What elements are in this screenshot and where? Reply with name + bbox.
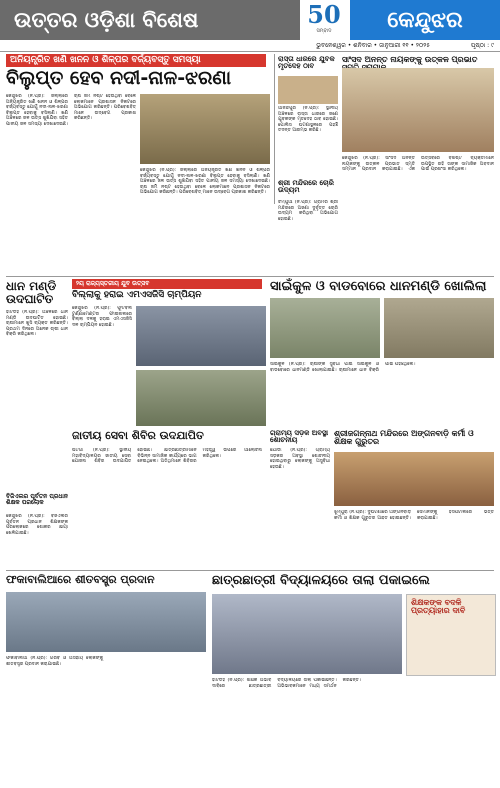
logo-number: 50 [307,0,341,29]
section-title: ଉତ୍ତର ଓଡ଼ିଶା ବିଶେଷ [0,0,300,40]
section-divider-2 [6,570,494,571]
column-divider [274,54,275,204]
story13-headline: ଛାତ୍ରଛାତ୍ରୀ ବିଦ୍ୟାଳୟରେ ତାଲା ପକାଇଲେ [212,573,430,588]
anniversary-logo [300,2,348,38]
story10-headline: ଗ୍ରାମ୍ୟ ସଡ଼କ ଅବସ୍ଥା ଶୋଚନୀୟ [270,429,329,445]
story11-photo [334,452,494,506]
story7-kicker: ୨ୟ ରାଜ୍ୟସ୍ତରୀୟ ଯୁବ ଉତ୍ସବ [72,279,262,289]
story6-headline: ଧାନ ମଣ୍ଡି ଉଦଘାଟିତ [6,279,57,306]
story2-body: ଆନନ୍ଦପୁର (ନି.ପ୍ର): ସ୍ଥାନୀୟ ଅଞ୍ଚଳରେ ରାସ୍ତା ଧାରରେ ଜଣେ ଯୁବକଙ୍କ ମୃତଦେହ ଠାବ ହୋଇଛି। ପୋଲିସ ଘଟଣାସ୍ଥଳରେ ପହଞ୍ଚି ତଦନ୍ତ ଆରମ୍ଭ କରିଛି। [278,106,338,134]
story8-body: ଘଟଗାଁ (ନି.ପ୍ର): ସ୍ଥାନୀୟ ମହାବିଦ୍ୟାଳୟର ଜାତୀୟ ସେବା ଯୋଜନା ଶିବିର ଉଦଯାପିତ ହୋଇଛି। ଛାତ୍ରଛାତ୍ରୀମାନେ ବିଭିନ୍ନ ସାମାଜିକ କାର୍ଯ୍ୟରେ ଭାଗ ନେଇଥିଲେ। ଅତିଥିମାନେ ଶିବିରର ମହତ୍ତ୍ୱ ଉପରେ ଆଲୋଚନା କରିଥିଲେ। [72,448,262,465]
section-divider [6,276,494,277]
story8-headline: ଜାତୀୟ ସେବା ଶିବିର ଉଦଯାପିତ [72,429,204,442]
story13-photo [212,594,402,674]
story7-photo [136,306,266,366]
story7-photo2 [136,370,266,426]
story5-photo [270,298,380,358]
story7-headline: ବିଲ୍ଲାକୁ ହରାଇ ଏମଏସଜିସି ଚାମ୍ପିୟନ [72,290,202,300]
ad-text: ଶିକ୍ଷକଙ୍କ ବଦଳି ପ୍ରତ୍ୟାହାର ଦାବି [411,598,466,616]
edition-name: କେନ୍ଦୁଝର [350,0,500,40]
logo-subtitle: ସମ୍ବାଦ [316,28,332,34]
story9-body: କେନ୍ଦୁଝର (ନି.ପ୍ର): ବିଜିଏଲର ପୂର୍ବତନ ପ୍ରଧାନ ଶିକ୍ଷକଙ୍କ ପରଲୋକରେ ଶୋକର ଛାୟା ଖେଳିଯାଇଛି। [6,514,68,536]
story1-headline: ବିଲୁପ୍ତ ହେବ ନଦୀ-ନାଳ-ଝରଣା [6,67,232,89]
story5-headline: ସାଇଁକୁଳ ଓ ବାଡବୋରେ ଧାନମଣ୍ଡି ଖୋଲିଲା [270,279,487,294]
story5-body: ସାଇଁକୁଳ (ନି.ପ୍ର): ଚାଷୀଙ୍କ ସୁବିଧା ପାଇଁ ସାଇଁକୁଳ ଓ ବାଡବୋରେ ଧାନମଣ୍ଡି ଖୋଲାଯାଇଛି। ଚାଷୀମାନେ ଧାନ ବିକ୍ରି ପାଇଁ ପହଞ୍ଚିଥିଲେ। [270,362,416,373]
story4-body: କେନ୍ଦୁଝର (ନି.ପ୍ର): ସାଂସଦ ଅନନ୍ତ ନାୟକଙ୍କୁ ଉତ୍କଳ ପ୍ରଭାତ ସ୍ମୃତି ସମ୍ମାନ ପ୍ରଦାନ କରାଯାଇଛି। ଏକ ଉତ୍ସବରେ ବିଶିଷ୍ଟ ବ୍ୟକ୍ତିମାନେ ଉପସ୍ଥିତ ରହି ତାଙ୍କ ସାମାଜିକ ଅବଦାନ ପାଇଁ ପ୍ରଶଂସା କରିଥିଲେ। [342,156,494,173]
story4-headline: ସାଂସଦ ଅନନ୍ତ ନାୟକଙ୍କୁ ଉତ୍କଳ ପ୍ରଭାତ [342,55,478,64]
story3-body: ଚମ୍ପୁଆ (ନି.ପ୍ର): ଗ୍ରାମର ଶ୍ରୀ ମନ୍ଦିରରେ ଅଜଣା ଦୁର୍ବୃତ୍ତ ଚୋରି ଉଦ୍ୟମ କରିଥିବା ଅଭିଯୋଗ ହୋଇଛି। [278,200,338,222]
advertisement [406,594,496,676]
story7-body: କେନ୍ଦୁଝର (ନି.ପ୍ର): ଫୁଟବଲ ଟୁର୍ଣ୍ଣାମେଣ୍ଟର ଫାଇନାଲରେ ବିଲ୍ଲା ଦଳକୁ ହରାଇ ଏମଏସଜିସି ଦଳ ଚାମ୍ପିୟନ ହୋଇଛି। [72,306,132,328]
story12-body: ଫକାବାଲିଆ (ନି.ପ୍ର): ଗରିବ ଓ ଅସହାୟ ଲୋକଙ୍କୁ ଶୀତବସ୍ତ୍ର ପ୍ରଦାନ କରାଯାଇଛି। [6,656,103,667]
story5-photo2 [384,298,494,358]
page-number: ପୃଷ୍ଠା : ୯ [470,42,494,49]
story1-photo [140,94,270,164]
date-text: ଭୁବନେଶ୍ୱର • ଶନିବାର • ଜାନୁଆରୀ ୧୧ • ୨୦୨୫ [316,42,430,49]
story11-body: ଝୁମ୍ପୁରା (ନି.ପ୍ର): ଦୁର୍ଘଟଣାରେ ଅଙ୍ଗନବାଡ଼ି କର୍ମୀ ଓ ଶିକ୍ଷକ ଗୁରୁତର ଆହତ ହୋଇଛନ୍ତି। ସେମାନଙ୍କୁ ହସପିଟାଲରେ ଭର୍ତ୍ତି କରାଯାଇଛି। [334,510,494,521]
story10-body: ଯୋଡା (ନି.ପ୍ର): ଗ୍ରାମ୍ୟ ସଡ଼କର ଅବସ୍ଥା ଶୋଚନୀୟ ହୋଇଥିବାରୁ ଲୋକଙ୍କୁ ଅସୁବିଧା ହେଉଛି। [270,448,330,470]
masthead [0,0,500,40]
story12-photo [6,592,206,652]
story3-headline: ଶ୍ରୀ ମନ୍ଦିରରେ ଚୋରି ଉଦ୍ୟମ [278,179,334,195]
story1-body: କେନ୍ଦୁଝର (ନି.ପ୍ର): ଜିଲ୍ଲାରେ ଅନିୟନ୍ତ୍ରିତ ଖଣି ଖନନ ଓ ଶିଳ୍ପର ବର୍ଜ୍ୟବସ୍ତୁ ଯୋଗୁଁ ନଦୀ-ନାଳ-ଝରଣା ବିଲୁପ୍ତ ହେବାକୁ ବସିଲାଣି। ଖଣି ଅଞ୍ଚଳରେ ଜଳ ଉତ୍ସ ଶୁଖିଯିବା ସହିତ ପାନୀୟ ଜଳ ସମସ୍ୟା ଦେଖାଦେଇଛି। ଚାଷ ଜମି ନଷ୍ଟ ହେଉଥିବା ବେଳେ ଲୋକମାନେ ପ୍ରଶାସନ ନିକଟରେ ଅଭିଯୋଗ କରିଛନ୍ତି। ପରିବେଶବିତ୍ ମାନେ ଉଦ୍ବେଗ ପ୍ରକାଶ କରିଛନ୍ତି। [6,94,136,127]
story11-headline: ଶ୍ରୀଜଗନ୍ନାଥ ମନ୍ଦିରରେ ଅଙ୍ଗନବାଡ଼ି କର୍ମୀ ଓ ଶିକ୍ଷକ ଗୁରୁତର [334,429,474,447]
story1-body-cont: କେନ୍ଦୁଝର (ନି.ପ୍ର): ଜିଲ୍ଲାରେ ଅନିୟନ୍ତ୍ରିତ ଖଣି ଖନନ ଓ ଶିଳ୍ପର ବର୍ଜ୍ୟବସ୍ତୁ ଯୋଗୁଁ ନଦୀ-ନାଳ-ଝରଣା ବିଲୁପ୍ତ ହେବାକୁ ବସିଲାଣି। ଖଣି ଅଞ୍ଚଳରେ ଜଳ ଉତ୍ସ ଶୁଖିଯିବା ସହିତ ପାନୀୟ ଜଳ ସମସ୍ୟା ଦେଖାଦେଇଛି। ଚାଷ ଜମି ନଷ୍ଟ ହେଉଥିବା ବେଳେ ଲୋକମାନେ ପ୍ରଶାସନ ନିକଟରେ ଅଭିଯୋଗ କରିଛନ୍ତି। ପରିବେଶବିତ୍ ମାନେ ଉଦ୍ବେଗ ପ୍ରକାଶ କରିଛନ୍ତି। [140,168,270,196]
story2-photo [278,76,338,104]
story4-photo [342,68,494,152]
story9-headline: ବିଜିଏଲର ପୂର୍ବତନ ପ୍ରଧାନ ଶିକ୍ଷକ ପରଲୋକ [6,493,68,507]
story2-headline: ରାସ୍ତା ଧାରରେ ଯୁବକ ମୃତଦେହ ଠାବ [278,55,335,71]
story12-headline: ଫକାବାଲିଆରେ ଶୀତବସ୍ତ୍ର ପ୍ରଦାନ [6,573,155,586]
story13-body: ହାଟଡିହି (ନି.ପ୍ର): ଶିକ୍ଷକ ଅଭାବ ଦାବିରେ ଛାତ୍ରଛାତ୍ରୀ ବିଦ୍ୟାଳୟରେ ତାଲା ପକାଇଛନ୍ତି। ଅଭିଭାବକମାନେ ମଧ୍ୟ ସମର୍ଥନ କରିଛନ୍ତି। [212,678,361,689]
story6-body: ହାଟଡିହି (ନି.ପ୍ର): ଅଞ୍ଚଳରେ ଧାନ ମଣ୍ଡି ଉଦଘାଟିତ ହୋଇଛି। ଚାଷୀମାନେ ଖୁସି ବ୍ୟକ୍ତ କରିଛନ୍ତି। ପ୍ରଥମ ଦିନରେ ଅନେକ ଚାଷୀ ଧାନ ବିକ୍ରି କରିଥିଲେ। [6,310,68,338]
dateline [0,40,500,52]
story1-kicker: ଅନିୟନ୍ତ୍ରିତ ଖଣି ଖନନ ଓ ଶିଳ୍ପର ବର୍ଜ୍ୟବସ୍ତୁ ସମସ୍ୟା [6,54,266,67]
